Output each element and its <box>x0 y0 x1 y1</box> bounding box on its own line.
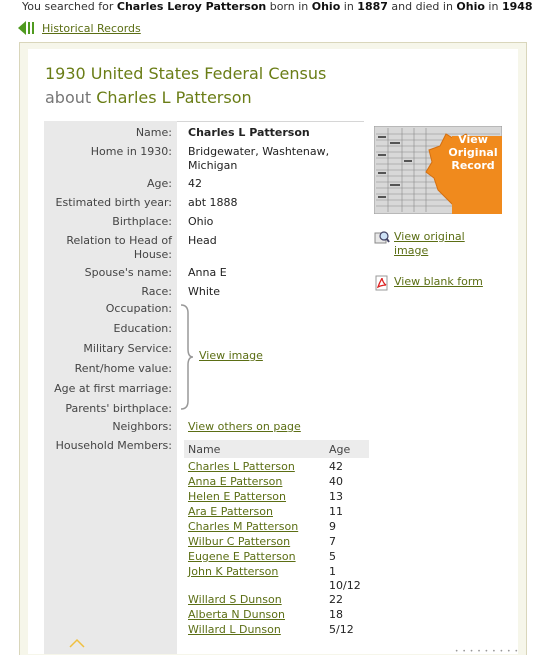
col-age-header: Age <box>329 443 351 456</box>
field-label: Education: <box>113 322 172 335</box>
member-link[interactable]: Ara E Patterson <box>188 505 273 518</box>
member-link[interactable]: Charles M Patterson <box>188 520 299 533</box>
member-age: 7 <box>329 535 336 548</box>
member-age: 40 <box>329 475 343 488</box>
household-table <box>184 440 369 458</box>
member-age: 11 <box>329 505 343 518</box>
member-link[interactable]: Wilbur C Patterson <box>188 535 291 548</box>
member-link[interactable]: Anna E Patterson <box>188 475 283 488</box>
field-label: Age: <box>147 177 172 190</box>
about-prefix: about <box>45 88 97 107</box>
view-original-image-item <box>374 230 494 258</box>
field-value: Bridgewater, Washtenaw, Michigan <box>188 145 330 172</box>
summary-born-place: Ohio <box>311 0 341 13</box>
member-link[interactable]: Helen E Patterson <box>188 490 287 503</box>
field-value: White <box>188 285 220 298</box>
member-age: 13 <box>329 490 343 503</box>
field-label: Parents' birthplace: <box>65 402 172 415</box>
field-value: Anna E <box>188 266 227 279</box>
field-label: Home in 1930: <box>90 145 172 158</box>
summary-name: Charles Leroy Patterson <box>116 0 267 13</box>
summary-died-year: 1948 <box>501 0 533 13</box>
field-label: Age at first marriage: <box>54 382 172 395</box>
member-age: 5 <box>329 550 336 563</box>
badge-line-2: Original <box>448 146 498 159</box>
summary-died-in: in <box>484 0 502 13</box>
field-label: Rent/home value: <box>74 362 172 375</box>
header-divider <box>177 121 364 122</box>
historical-records-link[interactable]: Historical Records <box>42 21 141 35</box>
field-label: Estimated birth year: <box>55 196 172 209</box>
view-image-link[interactable]: View image <box>199 349 263 362</box>
field-label: Spouse's name: <box>84 266 172 279</box>
view-blank-form-item <box>374 275 483 291</box>
member-link[interactable]: Alberta N Dunson <box>188 608 285 621</box>
original-record-thumbnail[interactable] <box>374 126 502 214</box>
summary-prefix: You searched for <box>22 0 117 13</box>
badge-line-1: View <box>458 133 488 146</box>
pdf-icon <box>374 275 390 291</box>
field-label: Occupation: <box>105 302 172 315</box>
field-label: Neighbors: <box>112 420 172 433</box>
member-link[interactable]: Willard L Dunson <box>188 623 281 636</box>
field-value: 42 <box>188 177 202 190</box>
view-original-image-link[interactable]: View original image <box>394 230 465 257</box>
badge-line-3: Record <box>451 159 495 172</box>
breadcrumb <box>18 19 141 37</box>
view-others-link[interactable]: View others on page <box>188 420 301 433</box>
household-header <box>184 440 369 458</box>
scroll-indicator-dots: • • • • • • • • • <box>454 648 519 655</box>
magnifier-icon <box>374 230 390 246</box>
member-link[interactable]: Willard S Dunson <box>188 593 282 606</box>
field-label: Birthplace: <box>112 215 172 228</box>
member-age: 5/12 <box>329 623 354 636</box>
member-age: 9 <box>329 520 336 533</box>
caret-up-icon <box>68 638 86 648</box>
bracket-icon <box>179 303 193 411</box>
about-name: Charles L Patterson <box>96 88 252 107</box>
field-label: Household Members: <box>55 439 172 452</box>
summary-died-place: Ohio <box>456 0 485 13</box>
field-label: Relation to Head of House: <box>66 234 172 261</box>
summary-born-in: in <box>340 0 358 13</box>
member-link[interactable]: Charles L Patterson <box>188 460 295 473</box>
back-arrow-icon[interactable] <box>18 20 36 36</box>
field-value: Charles L Patterson <box>188 126 310 139</box>
summary-born-text: born in <box>266 0 312 13</box>
member-link[interactable]: Eugene E Patterson <box>188 550 296 563</box>
record-title: 1930 United States Federal Census <box>45 64 327 83</box>
summary-died-text: and died in <box>387 0 457 13</box>
field-label: Name: <box>135 126 172 139</box>
member-link[interactable]: John K Patterson <box>188 565 279 578</box>
member-age: 22 <box>329 593 343 606</box>
member-age: 18 <box>329 608 343 621</box>
search-summary <box>22 0 533 13</box>
col-name-header: Name <box>188 443 221 456</box>
summary-born-year: 1887 <box>357 0 388 13</box>
field-value: Ohio <box>188 215 214 228</box>
field-label: Race: <box>141 285 172 298</box>
field-value: abt 1888 <box>188 196 238 209</box>
field-label: Military Service: <box>83 342 172 355</box>
member-age: 42 <box>329 460 343 473</box>
view-original-badge[interactable] <box>448 133 498 172</box>
member-age: 1 10/12 <box>329 565 361 592</box>
record-subtitle <box>45 88 252 107</box>
view-blank-form-link[interactable]: View blank form <box>394 275 483 288</box>
field-value: Head <box>188 234 217 247</box>
